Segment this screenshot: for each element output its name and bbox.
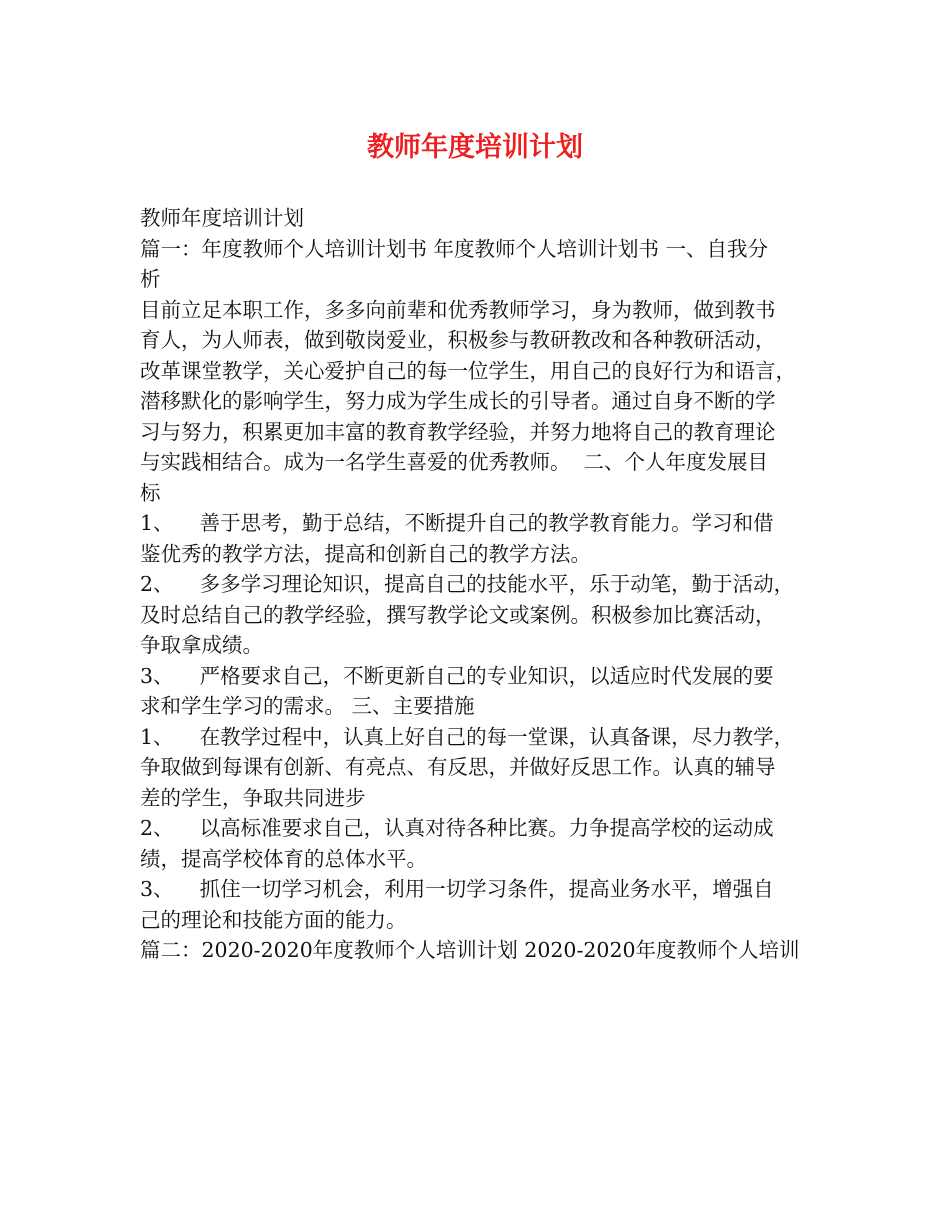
body-line: 争取拿成绩。 <box>140 633 263 657</box>
body-line: 教师年度培训计划 <box>140 206 304 230</box>
body-line: 争取做到每课有创新、有亮点、有反思，并做好反思工作。认真的辅导 <box>140 755 776 779</box>
body-line: 篇一：年度教师个人培训计划书 年度教师个人培训计划书 一、自我分 <box>140 236 769 261</box>
body-line: 求和学生学习的需求。 三、主要措施 <box>140 694 475 718</box>
body-line: 3、 严格要求自己，不断更新自己的专业知识，以适应时代发展的要 <box>140 663 774 688</box>
body-line: 1、 善于思考，勤于总结，不断提升自己的教学教育能力。学习和借 <box>140 511 774 535</box>
body-line: 标 <box>140 480 161 505</box>
body-line: 析 <box>140 267 161 291</box>
body-line: 及时总结自己的教学经验，撰写教学论文或案例。积极参加比赛活动， <box>140 602 776 627</box>
body-line: 篇二：2020-2020年度教师个人培训计划 2020-2020年度教师个人培训 <box>140 938 800 962</box>
body-line: 2、 以高标准要求自己，认真对待各种比赛。力争提高学校的运动成 <box>140 816 774 840</box>
body-line: 己的理论和技能方面的能力。 <box>140 907 407 932</box>
body-line: 育人，为人师表，做到敬岗爱业，积极参与教研教改和各种教研活动， <box>140 328 776 352</box>
body-line: 2、 多多学习理论知识，提高自己的技能水平，乐于动笔，勤于活动， <box>140 572 795 596</box>
body-line: 绩，提高学校体育的总体水平。 <box>140 846 427 871</box>
body-line: 习与努力，积累更加丰富的教育教学经验，并努力地将自己的教育理论 <box>140 419 776 444</box>
body-line: 目前立足本职工作，多多向前辈和优秀教师学习，身为教师，做到教书 <box>140 297 776 322</box>
document-title: 教师年度培训计划 <box>367 132 583 163</box>
body-line: 与实践相结合。成为一名学生喜爱的优秀教师。 二、个人年度发展目 <box>140 450 769 474</box>
body-line: 差的学生，争取共同进步 <box>140 785 366 810</box>
body-line: 3、 抓住一切学习机会，利用一切学习条件，提高业务水平，增强自 <box>140 877 774 901</box>
body-line: 鉴优秀的教学方法，提高和创新自己的教学方法。 <box>140 541 591 566</box>
body-line: 改革课堂教学，关心爱护自己的每一位学生，用自己的良好行为和语言， <box>140 358 796 383</box>
body-line: 1、 在教学过程中，认真上好自己的每一堂课，认真备课，尽力教学， <box>140 724 795 749</box>
document-body <box>140 203 830 966</box>
body-line: 潜移默化的影响学生，努力成为学生成长的引导者。通过自身不断的学 <box>140 389 776 413</box>
